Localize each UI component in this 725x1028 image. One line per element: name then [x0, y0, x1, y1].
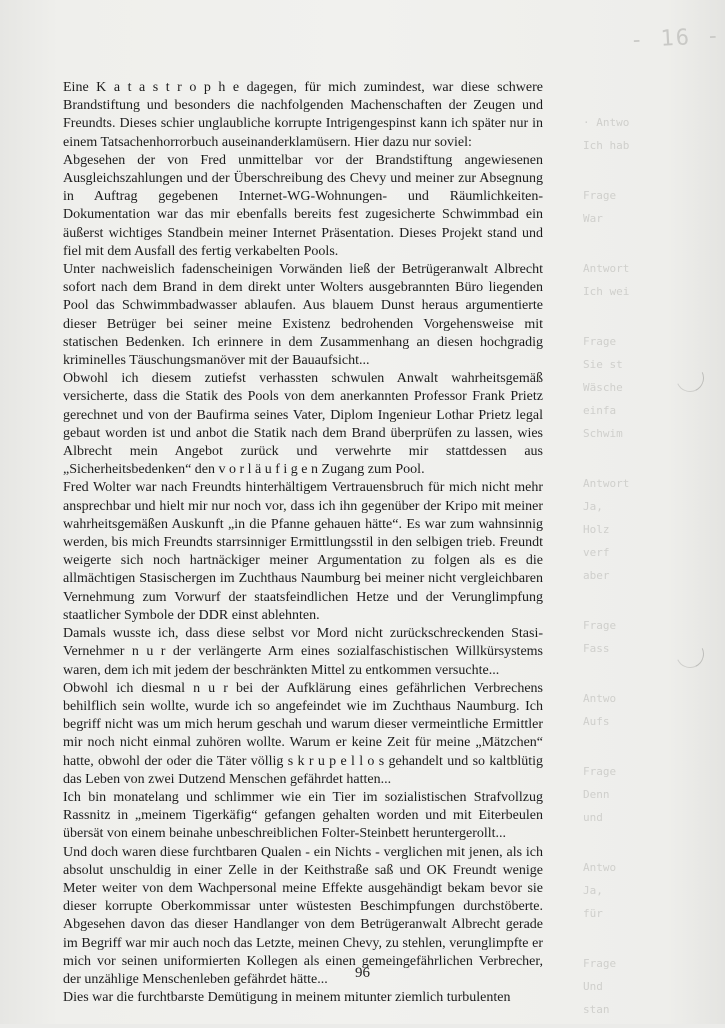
body-text: [63, 79, 543, 1007]
bleed-through-column: · Antwo Ich hab Frage War Antwort Ich wei Frage Sie st Wäsche einfa Schwim Antwort Ja, Holz verf aber Frage Fass Antwo Aufs Frage Denn und Antwo Ja, für Frage Und stan: [583, 118, 630, 1015]
paragraph: Und doch waren diese furchtbaren Qualen - ein Nichts - verglichen mit jenen, als ich absolut unschuldig in einer Zelle in der Keithstraße saß und OK Freundt wenige Meter weiter von dem Wachpersonal meine Effekte ausgehändigt bekam bevor sie dieser korrupte Oberkommissar unter wüstesten Beschimpfungen durchstöberte. Abgesehen davon das dieser Handlanger von dem Betrügeranwalt Albrecht gerade im Begriff war mir auch noch das Letzte, meinen Chevy, zu stehlen, verunglimpfte er mich vor seinen uniformierten Kollegen als einen gemeingefährlichen Verbrecher, der unzählige Menschenleben gefährdet hätte...: [63, 844, 543, 987]
paragraph: Fred Wolter war nach Freundts hinterhältigem Vertrauensbruch für mich nicht mehr ansprechbar und hielt mir nur noch vor, dass ich ihn gegenüber der Kripo mit meiner wahrheitsgemäßen Auskunft „in die Pfanne gehauen hätte“. Es war zum wahnsinnig werden, bis mich Freundts starrsinniger Ermittlungsstil in den selbigen trieb. Freundt weigerte sich noch hartnäckiger meiner Argumentation zu folgen als es die allmächtigen Stasischergen im Zuchthaus Naumburg bei meiner nicht vergleichbaren Vernehmung zum Vorwurf der staatsfeindlichen Hetze und der Verunglimpfung staatlicher Symbole der DDR einst ablehnten.: [63, 480, 543, 623]
paragraph: Dies war die furchtbarste Demütigung in meinem mitunter ziemlich turbulenten: [63, 990, 511, 1006]
paragraph: Damals wusste ich, dass diese selbst vor Mord nicht zurückschreckenden Stasi-Vernehmer n u r der verlängerte Arm eines sozialfaschistischen Willkürsystems waren, dem ich mit jedem der beschränkten Mittel zu entkommen versuchte...: [63, 626, 543, 678]
paragraph: Obwohl ich diesmal n u r bei der Aufklärung eines gefährlichen Verbrechens behilflich sein wollte, wurde ich so angefeindet wie im Zuchthaus Naumburg. Ich begriff nicht was um mich herum geschah und warum dieser vermeintliche Ermittler mir noch nicht einmal zuhören wollte. Warum er keine Zeit für meine „Mätzchen“ hatte, obwohl der oder die Täter völlig s k r u p e l l o s gehandelt und so kaltblütig das Leben von zwei Dutzend Menschen gefährdet hatten...: [63, 680, 543, 787]
paragraph: Obwohl ich diesem zutiefst verhassten schwulen Anwalt wahrheitsgemäß versicherte, dass die Statik des Pools von dem anerkannten Professor Frank Prietz gerechnet und von der Baufirma seines Vater, Diplom Ingenieur Lothar Prietz legal gebaut worden ist und anbot die Statik nach dem Brand überprüfen zu lassen, wies Albrecht mein Angebot zurück und verwehrte mir stattdessen aus „Sicherheitsbedenken“ den v o r l ä u f i g e n Zugang zum Pool.: [63, 371, 543, 478]
paragraph: Ich bin monatelang und schlimmer wie ein Tier im sozialistischen Strafvollzug Rassnitz in „meinem Tigerkäfig“ gefangen gehalten worden und mit Eiterbeulen übersät von einem beinahe unbeschreiblichen Folter-Steinbett heruntergerollt...: [63, 789, 543, 842]
bleed-through-header: - 16 -: [629, 23, 723, 54]
paragraph: Unter nachweislich fadenscheinigen Vorwänden ließ der Betrügeranwalt Albrecht sofort nach dem Brand in dem direkt unter Wolters ausgebrannten Büro liegenden Pool das Schwimmbadwasser ablaufen. Aus blauem Dunst heraus argumentierte dieser Betrüger bei seiner meine Existenz bedrohenden Vorgehensweise mit statischen Bedenken. Ich erinnere in dem Zusammenhang an diesen hochgradig kriminelles Täuschungsmanöver mit der Bauaufsicht...: [63, 262, 543, 369]
paragraph: Abgesehen der von Fred unmittelbar vor der Brandstiftung angewiesenen Ausgleichszahlungen und der Überschreibung des Chevy und meiner zur Absegnung in Auftrag gegebenen Internet-WG-Wohnungen- und Räumlichkeiten-Dokumentation war das mir ebenfalls bereits fest zugesicherte Schwimmbad ein äußerst wichtiges Standbein meiner Internet Präsentation. Dieses Projekt stand und fiel mit dem Ausfall des fertig verkabelten Pools.: [63, 152, 543, 259]
page-number: 96: [355, 965, 370, 981]
paragraph: Eine K a t a s t r o p h e dagegen, für mich zumindest, war diese schwere Brandstiftung und besonders die nachfolgenden Machenschaften der Zeugen und Freundts. Dieses schier unglaubliche korrupte Intrigengespinst kann ich später nur in einem Tatsachenhorrorbuch auseinanderklamüsern. Hier dazu nur soviel:: [63, 80, 543, 150]
